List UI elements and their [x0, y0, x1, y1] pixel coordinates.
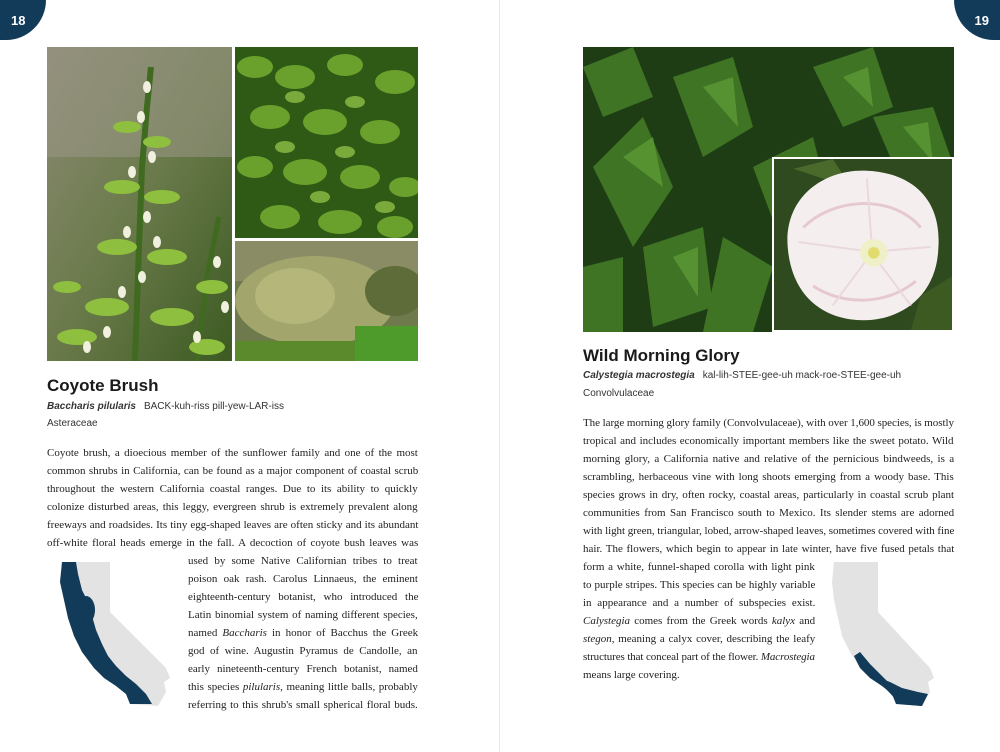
page-number: 18 — [11, 12, 26, 28]
body-line: tropical and includes economically important members like the sweet potato. Wild — [583, 435, 954, 447]
species-family: Convolvulaceae — [583, 388, 655, 399]
body-line: hair. The flowers, which begin to appear in late winter, have five fused petals that — [583, 543, 955, 555]
coyote-brush-shrub-photo — [235, 241, 418, 361]
body-line: Latin binomial system of naming different species, — [188, 609, 418, 621]
species-latin-line — [47, 401, 284, 412]
body-line: freeways and roadsides. Its tiny egg-shaped leaves are often sticky and its abundant — [47, 519, 419, 531]
page-number: 19 — [974, 12, 989, 28]
body-line: means large covering. — [583, 669, 680, 681]
body-paragraph — [47, 444, 418, 552]
body-line: to purple stripes. This species can be highly variable — [583, 579, 816, 591]
california-range-map — [58, 560, 176, 708]
species-common-name: Coyote Brush — [47, 376, 159, 395]
body-line: form a white, funnel-shaped corolla with light pink — [583, 561, 815, 573]
body-paragraph — [583, 414, 954, 558]
body-paragraph-wrapped — [188, 552, 418, 714]
body-line: god of wine. Augustin Pyramus de Candolle, an — [188, 645, 418, 657]
body-line: this species pilularis, meaning little balls, probably — [188, 681, 418, 693]
page-number-tab-right — [954, 0, 1000, 40]
species-common-name: Wild Morning Glory — [583, 346, 740, 365]
right-page — [500, 0, 1000, 752]
body-line: species grows in dry, often rocky, coastal areas, particularly in coastal scrub plant — [583, 489, 955, 501]
page-number-tab-left — [0, 0, 46, 40]
body-line: Coyote brush, a dioecious member of the sunflower family and one of the most — [47, 447, 418, 459]
italic-epithet: pilularis — [242, 681, 281, 693]
coyote-brush-flower-photo — [47, 47, 232, 361]
body-line: structures that conceal part of the flower. Macrostegia — [583, 651, 815, 663]
italic-genus: Calystegia — [583, 615, 631, 627]
body-line: communities from San Francisco south to Mexico. Its slender stems are adorned — [583, 507, 955, 519]
body-line: stegon, meaning a calyx cover, describing the leafy — [583, 633, 816, 645]
coyote-brush-leaves-photo — [235, 47, 418, 238]
body-line: with light green, triangular, lobed, arrow-shaped leaves, sometimes covered with fine — [583, 525, 955, 537]
italic-epithet: Macrostegia — [760, 651, 815, 663]
body-line: colonize disturbed areas, this leggy, evergreen shrub is extremely prevalent along — [47, 501, 418, 513]
body-line: throughout the western California coastal ranges. Due to its ability to quickly — [47, 483, 418, 495]
body-line: in appearance and a number of subspecies exist. — [583, 597, 816, 609]
scientific-name: Baccharis pilularis — [47, 401, 136, 412]
body-line: poison oak rash. Carolus Linnaeus, the eminent — [188, 573, 418, 585]
body-paragraph-wrapped — [583, 558, 815, 684]
body-line: common shrubs in California, can be found as a major component of coastal scrub — [47, 465, 419, 477]
pronunciation: BACK-kuh-riss pill-yew-LAR-iss — [143, 401, 284, 412]
body-line: The large morning glory family (Convolvulaceae), with over 1,600 species, is mostly — [583, 417, 954, 429]
species-latin-line — [583, 370, 901, 381]
italic-genus: Baccharis — [222, 627, 267, 639]
body-line: scrambling, herbaceous vine with long shoots emerging from a woody base. This — [583, 471, 954, 483]
body-line: eighteenth-century botanist, who introduced the — [188, 591, 419, 603]
body-line: named Baccharis in honor of Bacchus the Greek — [188, 627, 419, 639]
italic-word: kalyx — [771, 615, 796, 627]
body-line: Calystegia comes from the Greek words kalyx and — [583, 615, 816, 627]
scientific-name: Calystegia macrostegia — [583, 370, 695, 381]
body-line: early nineteenth-century French botanist, named — [188, 663, 418, 675]
body-line: referring to this shrub's small spherical floral buds. — [188, 699, 418, 711]
species-family: Asteraceae — [47, 418, 98, 429]
body-line: off-white floral heads emerge in the fall. A decoction of coyote bush leaves was — [47, 537, 419, 549]
italic-word: stegon — [583, 633, 612, 645]
california-range-map — [830, 560, 940, 708]
pronunciation: kal-lih-STEE-gee-uh mack-roe-STEE-gee-uh — [702, 370, 902, 381]
body-line: used by some Native Californian tribes to treat — [188, 555, 418, 567]
morning-glory-flower-photo — [772, 157, 954, 332]
body-line: morning glory, a California native and relative of the pernicious bindweeds, is a — [583, 453, 955, 465]
